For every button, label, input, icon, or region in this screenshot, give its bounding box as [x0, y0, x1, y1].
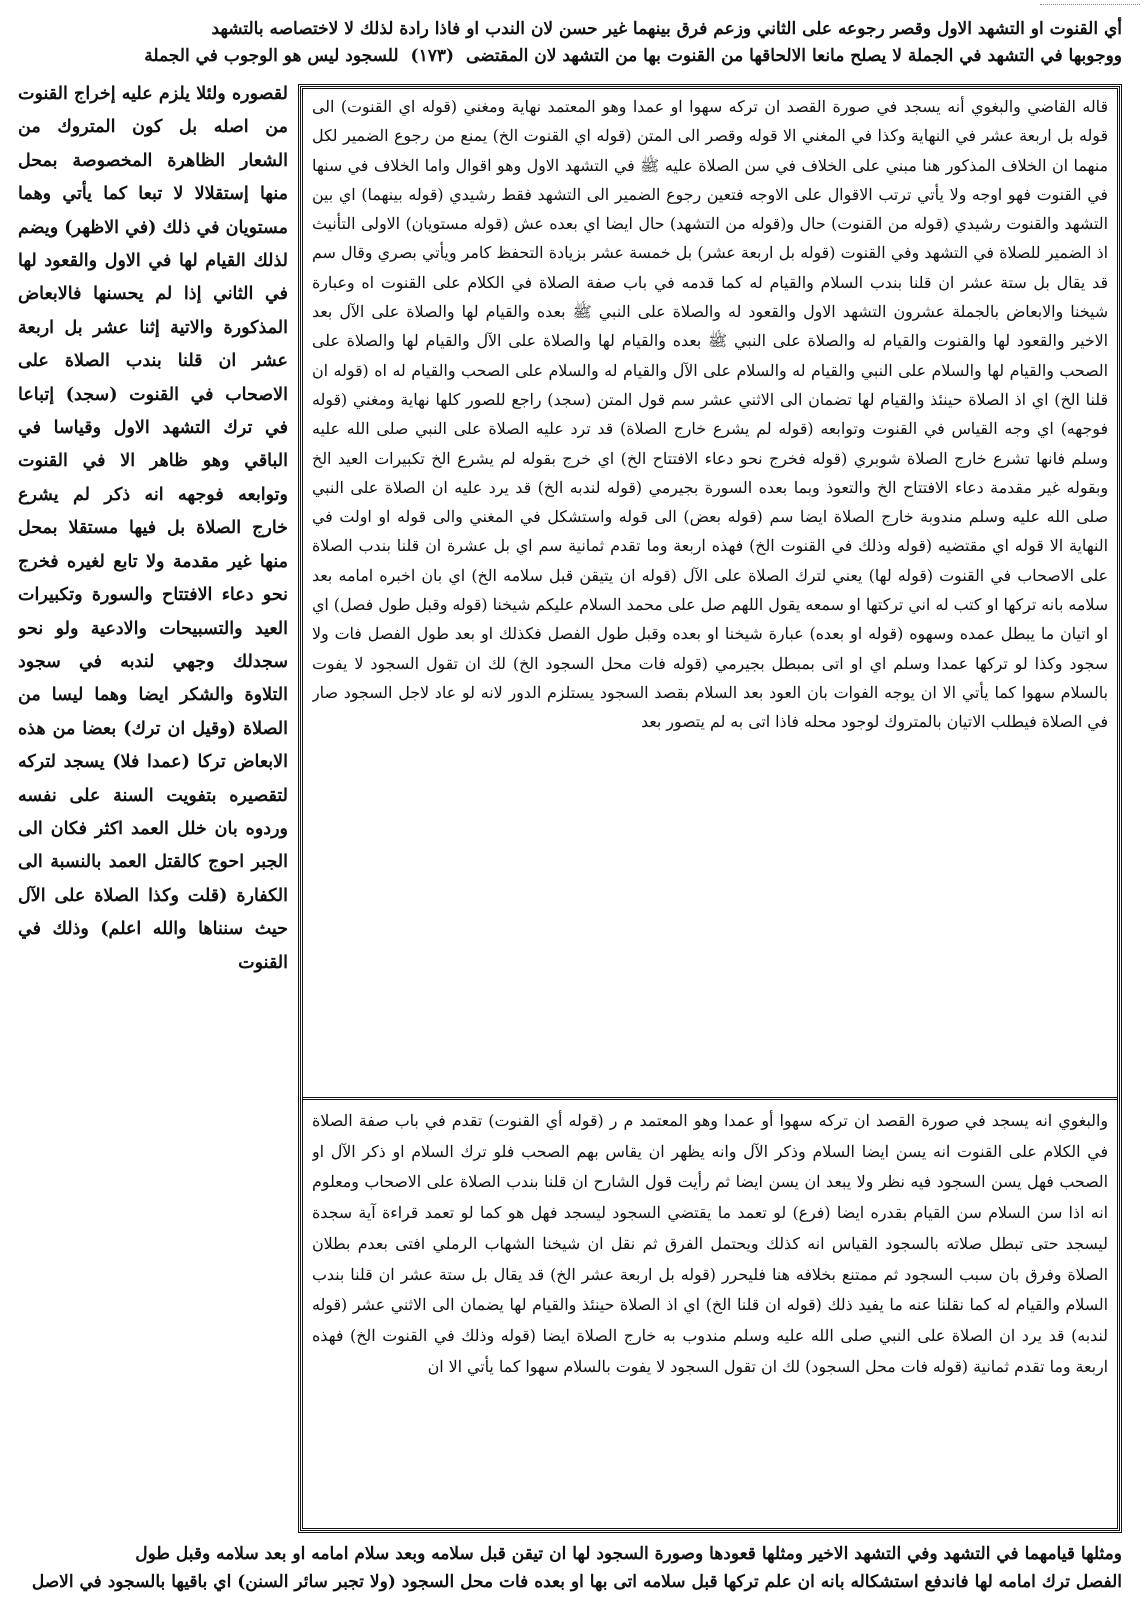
commentary-upper: قاله القاضي والبغوي أنه يسجد في صورة القصد ان تركه سهوا او عمدا وهو المعتمد نهاية ومغني (قوله اي القنوت) الى قوله بل اربعة عشر في النهاية وكذا في المغني الا قوله وقصر الى المتن (قوله اي القنوت الخ) يمنع من رجوع الضمير لكل منهما ان الخلاف المذكور هنا مبني على الخلاف في سن الصلاة عليه ﷺ في التشهد الاول وهو اقوال واما الخلاف في سنها في القنوت فهو اوجه ولا يأتي ترتب الاقوال على الاوجه فتعين رجوع الضمير الى التشهد فقط رشيدي (قوله بينهما) اي بين التشهد والقنوت رشيدي (قوله من القنوت) حال و(قوله من التشهد) حال ايضا اي بعده عش (قوله مستويان) الاولى التأنيث اذ الضمير للصلاة في التشهد وفي القنوت (قوله بل اربعة عشر) بل خمسة عشر بزيادة التحفظ كامر ويأتي بصري وقال سم قد يقال بل ستة عشر ان قلنا بندب السلام والقيام له كما قدمه في باب صفة الصلاة في الكلام على القنوت اه وعبارة شيخنا والابعاض بالجملة عشرون التشهد الاول والقعود له والصلاة على النبي ﷺ بعده والقيام لها والصلاة على الآل بعد الاخير والقعود لها والقنوت والقيام له والصلاة على النبي ﷺ بعده والقيام لها والصلاة على الآل والقيام لها والصلاة على الصحب والقيام لها والسلام على النبي والقيام له والسلام على الآل والقيام له والسلام على الصحب والقيام له اه (قوله ان قلنا الخ) اي اذ الصلاة حينئذ والقيام لها تضمان الى الاثني عشر سم قول المتن (سجد) راجع للصور كلها نهاية ومغني (قوله فوجهه) اي وجه القياس في القنوت وتوابعه (قوله لم يشرع خارج الصلاة) قد ترد عليه الصلاة على النبي صلى الله عليه وسلم فانها تشرع خارج الصلاة شوبري (قوله فخرج نحو دعاء الافتتاح الخ) اي خرج بقوله لم يشرع الخ تكبيرات العيد الخ وبقوله غير مقدمة دعاء الافتتاح الخ والتعوذ وبما بعده السورة بجيرمي (قوله لندبه الخ) قد يرد عليه ان الصلاة على النبي صلى الله عليه وسلم مندوبة خارج الصلاة ايضا سم (قوله بعض) الى قوله واستشكل في المغني والى قوله او اولت في النهاية الا قوله اي مقتضيه (قوله وذلك في القنوت الخ) فهذه اربعة وما تقدم ثمانية سم اي بل عشرة ان قلنا بندب الصلاة على الاصحاب في القنوت (قوله لها) يعني لترك الصلاة على الآل (قوله ان يتيقن قبل سلامه الخ) اي بان اخبره امامه بعد سلامه بانه تركها او كتب له اني تركتها او سمعه يقول اللهم صل على محمد السلام عليكم شيخنا (قوله وقبل طول فصل) اي او اتيان ما يبطل عمده وسهوه (قوله او بعده) عبارة شيخنا او بعده وقبل طول الفصل فكذلك او بعد طول الفصل فات ولا سجود وكذا لو تركها عمدا وسلم اي او اتى بمبطل بجيرمي (قوله فات محل السجود الخ) لك ان تقول السجود لا يفوت بالسلام سهوا كما يأتي الا ان يوجه الفوات بان العود بعد السلام بقصد السجود يستلزم الدور لانه لو عاد لاجل السجود صار في الصلاة فيطلب الاتيان بالمتروك لوجود محله فاذا اتى به لم يتصور بعد [312, 97, 1108, 732]
page-number-value: ١٧٣ [418, 46, 446, 66]
main-text-top-line-2-a: ووجوبها في التشهد في الجملة لا يصلح مانعا الالحاقها من القنوت بها من التشهد لان المقتضى [465, 46, 1122, 66]
main-text-top [22, 16, 1122, 70]
top-edge-rule [1040, 4, 1140, 5]
page-number: (١٧٣) [410, 46, 455, 66]
main-text-bottom-line-1: ومثلها قيامهما في التشهد وفي التشهد الاخير ومثلها قعودها وصورة السجود لها ان تيقن قبل سلامه وبعد سلام امامه او بعد سلامه وقبل طول [135, 1544, 1122, 1564]
main-text-bottom-line-2: الفصل ترك امامه لها فاندفع استشكاله بانه ان علم تركها قبل سلامه اتى بها او بعده فات محل السجود (ولا تجبر سائر السنن) اي باقيها بالسجود في الاصل [31, 1572, 1122, 1592]
commentary-lower: والبغوي انه يسجد في صورة القصد ان تركه سهوا أو عمدا وهو المعتمد م ر (قوله أي القنوت) تقدم في باب صفة الصلاة في الكلام على القنوت انه يسن ايضا السلام وذكر الآل وانه يظهر ان يقاس بهم الصحب فلو ترك السلام او ذكر الآل او الصحب فهل يسن السجود فيه نظر ولا يبعد ان يسن ايضا ثم رأيت قول الشارح ان قلنا بندب الصلاة على الاصحاب ومعلوم انه اذا سن السلام سن القيام بقدره ايضا (فرع) لو تعمد ما يقتضي السجود ليسجد فهل هو كما لو تعمد قراءة آية سجدة ليسجد حتى تبطل صلاته بالسجود القياس انه كذلك ويحتمل الفرق ثم نقل ان شيخنا الشهاب الرملي افتى بعدم بطلان الصلاة وفرق بان سبب السجود ثم ممتنع بخلافه هنا فليحرر (قوله بل اربعة عشر الخ) قد يقال بل ستة عشر ان قلنا بندب السلام والقيام له كما نقلنا عنه ما يفيد ذلك (قوله ان قلنا الخ) اي اذ الصلاة حينئذ والقيام لها يضمان الى الاثني عشر (قوله لندبه) قد يرد ان الصلاة على النبي صلى الله عليه وسلم مندوب به خارج الصلاة ايضا (قوله وذلك في القنوت الخ) فهذه اربعة وما تقدم ثمانية (قوله فات محل السجود) لك ان تقول السجود لا يفوت بالسلام سهوا كما يأتي الا ان [312, 1111, 1108, 1376]
main-text-top-line-1: أي القنوت او التشهد الاول وقصر رجوعه على الثاني وزعم فرق بينهما غير حسن لان الندب او فاذا رادة لذلك لا لاختصاصه بالتشهد [211, 19, 1122, 39]
commentary-divider [302, 1097, 1118, 1100]
main-text-bottom [22, 1540, 1122, 1596]
main-text-top-line-2-b: للسجود ليس هو الوجوب في الجملة [144, 46, 399, 66]
side-column-text: لقصوره ولئلا يلزم عليه إخراج القنوت من اصله بل كون المتروك من الشعار الظاهرة المخصوصة بمحل منها إستقلالا لا تبعا كما يأتي وهما مستويان في ذلك (في الاظهر) ويضم لذلك القيام لها في الاول والقعود لها في الثاني إذا لم يحسنها فالابعاض المذكورة والاتية إثنا عشر بل اربعة عشر ان قلنا بندب الصلاة على الاصحاب في القنوت (سجد) إتباعا في ترك التشهد الاول وقياسا في الباقي وهو ظاهر الا في القنوت وتوابعه فوجهه انه ذكر لم يشرع خارج الصلاة بل فيها مستقلا بمحل منها غير مقدمة ولا تابع لغيره فخرج نحو دعاء الافتتاح والسورة وتكبيرات العيد والتسبيحات والادعية ولو نحو سجدلك وجهي لندبه في سجود التلاوة والشكر ايضا وهما ليسا من الصلاة (وقيل ان ترك) بعضا من هذه الابعاض تركا (عمدا فلا) يسجد لتركه لتقصيره بتفويت السنة على نفسه وردوه بان خلل العمد اكثر فكان الى الجبر احوج كالقتل العمد بالنسبة الى الكفارة (قلت وكذا الصلاة على الآل حيث سنناها والله اعلم) وذلك في القنوت [18, 84, 288, 973]
main-text-top-line-2 [22, 43, 1122, 70]
